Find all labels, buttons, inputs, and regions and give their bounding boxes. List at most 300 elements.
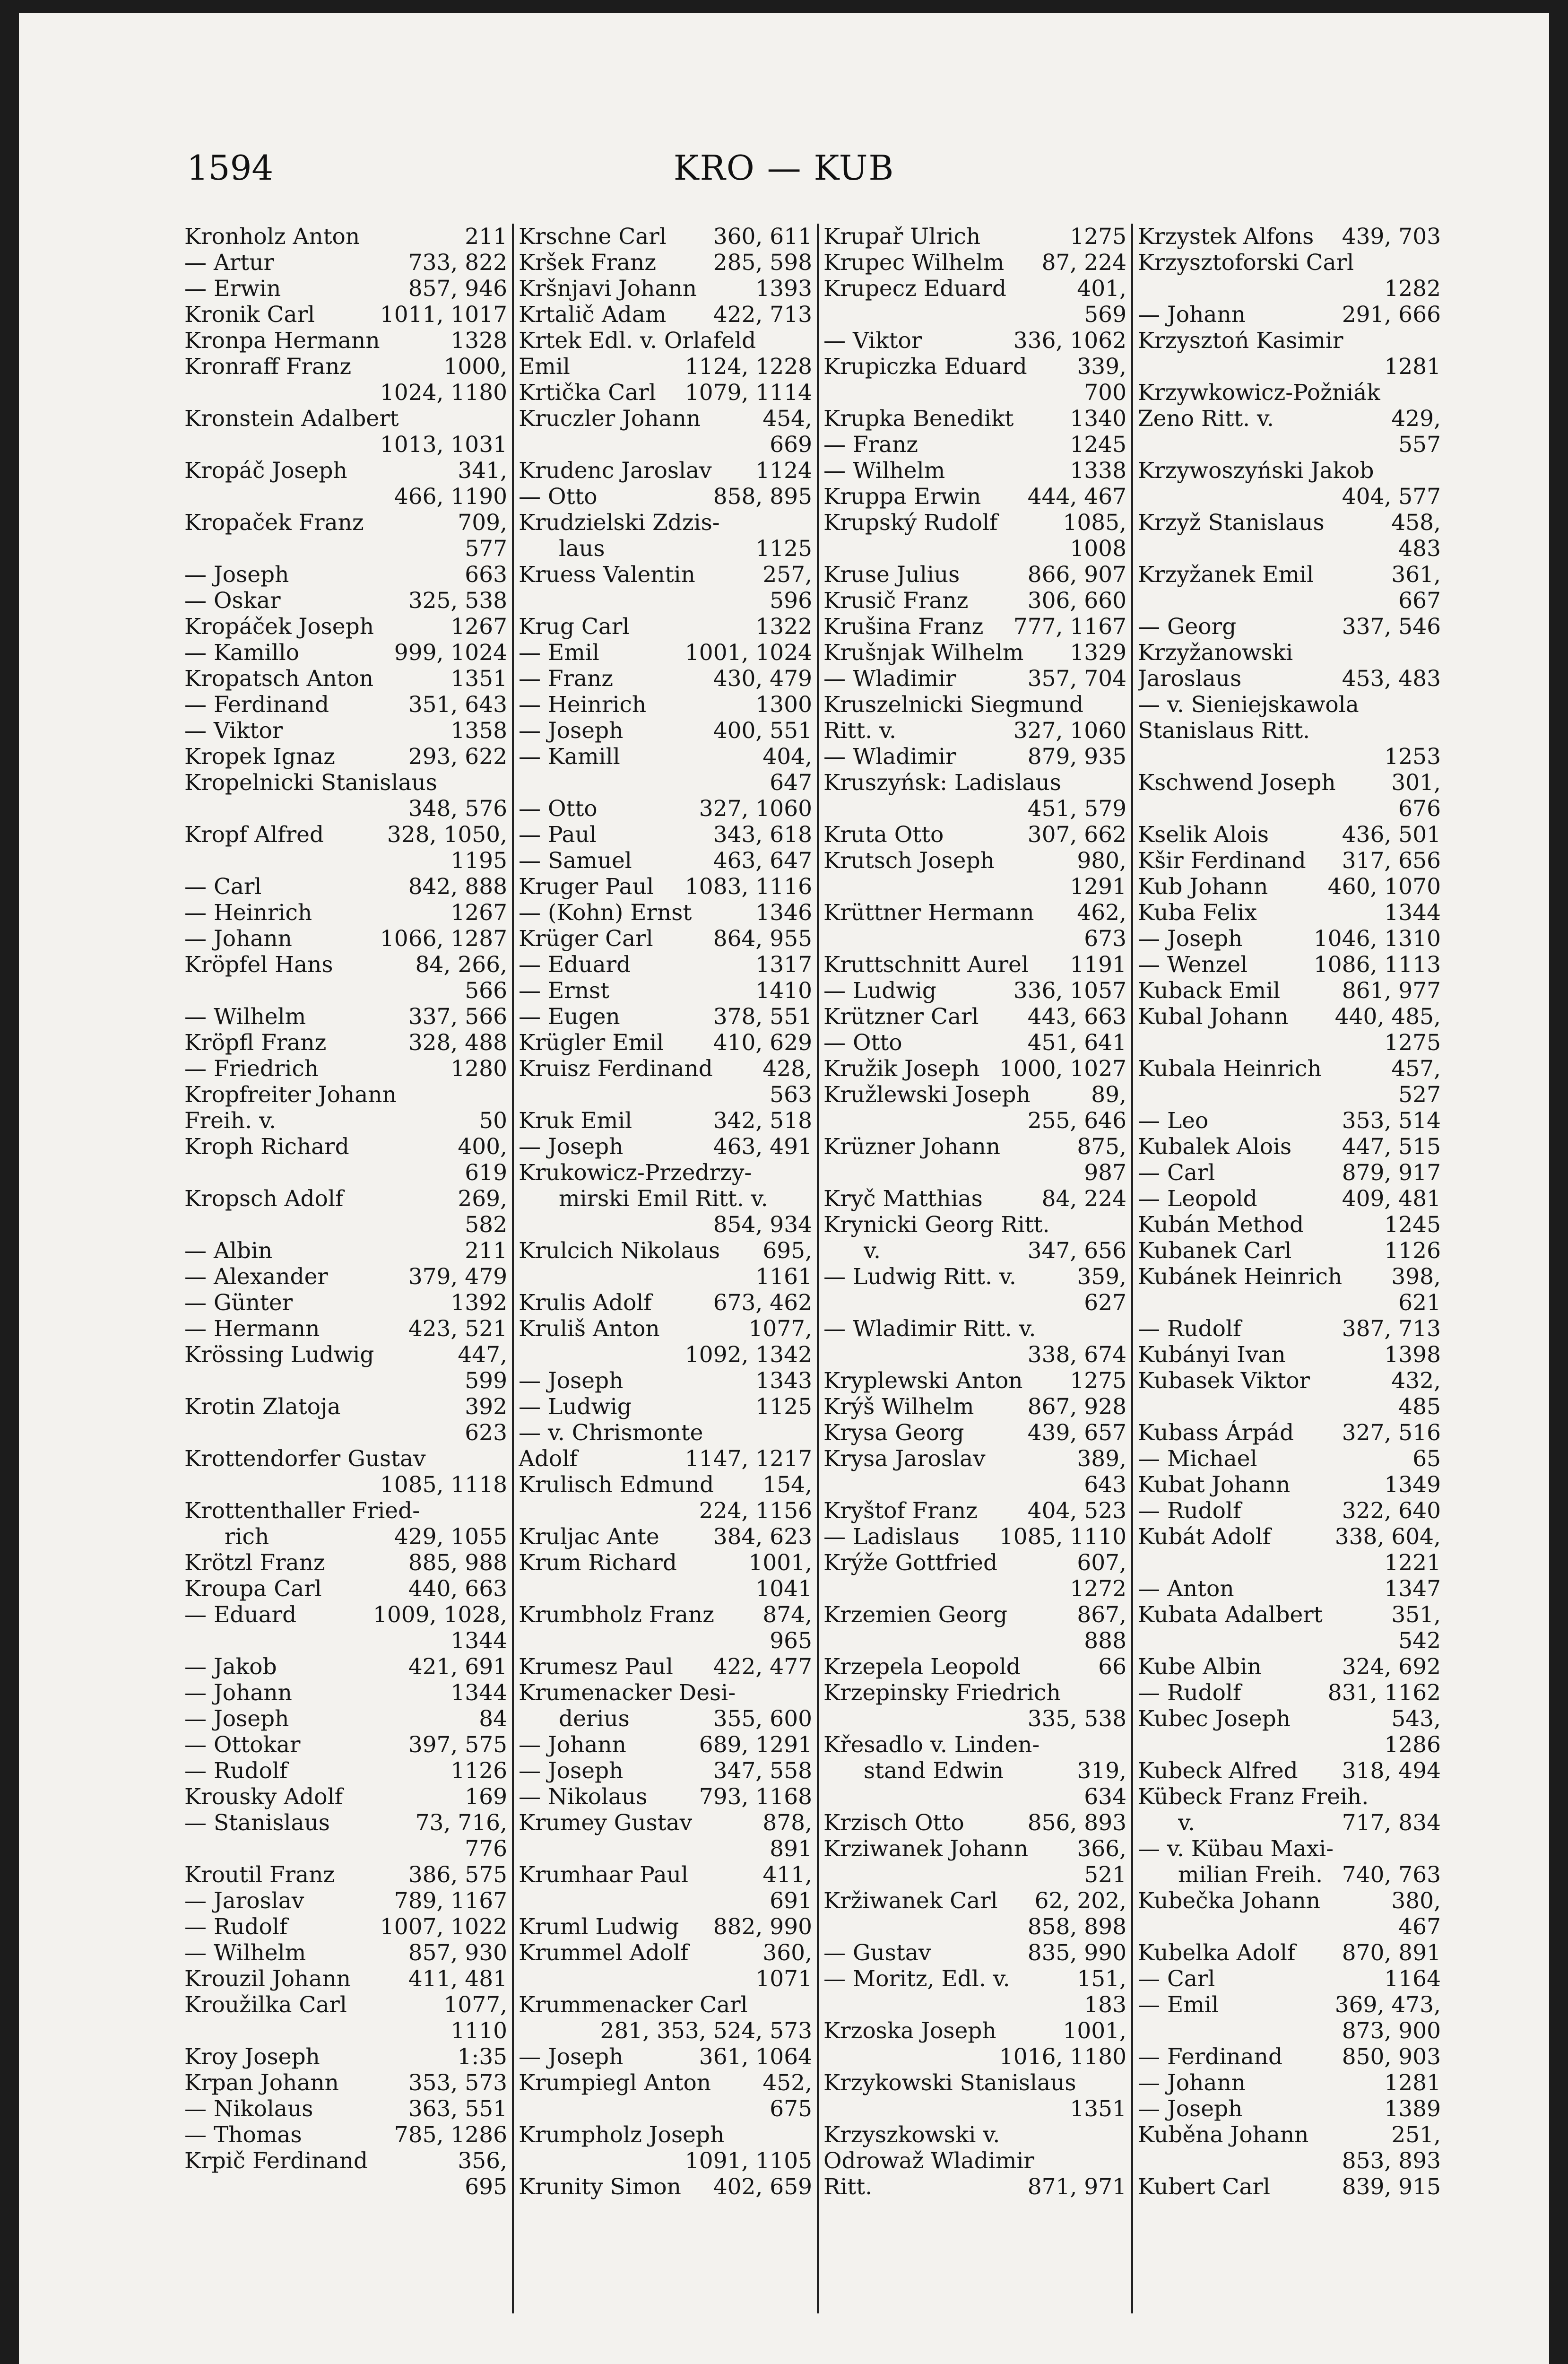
entry-name: Kropatsch Anton (184, 666, 374, 692)
index-entry (514, 1056, 817, 1082)
entry-pages: 411, 481 (408, 1966, 507, 1992)
entry-pages: 400, 551 (713, 718, 812, 744)
entry-name: — Joseph (519, 2044, 624, 2070)
index-entry (184, 302, 512, 328)
entry-pages: 1253 (1384, 744, 1441, 770)
entry-pages: 1281 (1384, 354, 1441, 380)
entry-name: Krousky Adolf (184, 1784, 343, 1810)
index-entry (184, 1134, 512, 1160)
entry-name: Kubasek Viktor (1138, 1368, 1310, 1394)
index-entry (819, 666, 1131, 692)
index-entry (184, 978, 512, 1004)
index-entry (1133, 1810, 1446, 1836)
entry-name: Adolf (519, 1446, 578, 1472)
entry-pages: 255, 646 (1027, 1108, 1126, 1134)
entry-pages: 777, 1167 (1013, 614, 1126, 640)
index-entry (514, 1914, 817, 1940)
entry-name: — Wilhelm (823, 458, 945, 484)
index-entry (819, 224, 1131, 250)
entry-pages: 599 (465, 1368, 507, 1394)
index-entry (514, 2122, 817, 2148)
entry-name: — Wladimir Ritt. v. (823, 1316, 1036, 1342)
entry-pages: 306, 660 (1027, 588, 1126, 614)
entry-name: — Johann (519, 1732, 626, 1758)
entry-pages: 1046, 1310 (1313, 926, 1441, 952)
entry-name: — Eduard (184, 1602, 297, 1628)
index-entry (514, 276, 817, 302)
index-entry (514, 1654, 817, 1680)
entry-name: Kroy Joseph (184, 2044, 320, 2070)
entry-name: — Ferdinand (1138, 2044, 1283, 2070)
index-entry (819, 432, 1131, 458)
index-entry (819, 1004, 1131, 1030)
index-entry (819, 848, 1131, 874)
entry-name: Krüzner Johann (823, 1134, 1001, 1160)
entry-name: — Michael (1138, 1446, 1257, 1472)
entry-pages: 423, 521 (408, 1316, 507, 1342)
index-entry (514, 1186, 817, 1212)
entry-pages: 858, 895 (713, 484, 812, 510)
entry-name: — Jaroslav (184, 1888, 304, 1914)
index-entry (514, 744, 817, 770)
index-entry (1133, 1290, 1446, 1316)
index-entry (819, 770, 1131, 796)
entry-pages: 84 (479, 1706, 507, 1732)
entry-name: Krottendorfer Gustav (184, 1446, 426, 1472)
entry-pages: 839, 915 (1342, 2174, 1441, 2200)
entry-pages: 789, 1167 (394, 1888, 507, 1914)
entry-pages: 1013, 1031 (380, 432, 507, 458)
index-entry (1133, 1914, 1446, 1940)
index-entry (819, 1082, 1131, 1108)
index-entry (184, 952, 512, 978)
entry-pages: 392 (465, 1394, 507, 1420)
entry-pages: 1351 (1070, 2096, 1126, 2122)
index-entry (514, 1862, 817, 1888)
entry-pages: 269, (458, 1186, 507, 1212)
entry-pages: 318, 494 (1342, 1758, 1441, 1784)
entry-pages: 1091, 1105 (684, 2148, 812, 2174)
entry-name: laus (559, 536, 605, 562)
index-entry (1133, 874, 1446, 900)
entry-name: — Johann (1138, 2070, 1246, 2096)
entry-pages: 882, 990 (713, 1914, 812, 1940)
entry-pages: 867, (1077, 1602, 1126, 1628)
index-entry (1133, 692, 1446, 718)
entry-pages: 322, 640 (1342, 1498, 1441, 1524)
index-entry (1133, 1394, 1446, 1420)
index-entry (819, 562, 1131, 588)
entry-pages: 1085, (1063, 510, 1126, 536)
entry-pages: 398, (1391, 1264, 1441, 1290)
entry-pages: 1077, (443, 1992, 507, 2018)
entry-pages: 257, (762, 562, 812, 588)
index-entry (1133, 2070, 1446, 2096)
index-entry (819, 1836, 1131, 1862)
entry-name: — Wladimir (823, 666, 956, 692)
entry-name: — Eugen (519, 1004, 620, 1030)
entry-pages: 463, 647 (713, 848, 812, 874)
index-entry (819, 978, 1131, 1004)
index-entry (184, 1004, 512, 1030)
entry-name: Krpič Ferdinand (184, 2148, 368, 2174)
entry-name: Jaroslaus (1138, 666, 1242, 692)
index-entry (819, 1550, 1131, 1576)
entry-pages: 858, 898 (1027, 1914, 1126, 1940)
index-entry (184, 484, 512, 510)
index-entry (1133, 1550, 1446, 1576)
entry-name: Krupař Ulrich (823, 224, 981, 250)
entry-pages: 1275 (1070, 224, 1126, 250)
index-entry (514, 224, 817, 250)
entry-pages: 361, 1064 (699, 2044, 812, 2070)
index-entry (1133, 2018, 1446, 2044)
entry-pages: 1126 (1384, 1238, 1441, 1264)
entry-name: — Samuel (519, 848, 632, 874)
entry-name: Krýš Wilhelm (823, 1394, 974, 1420)
index-entry (514, 1134, 817, 1160)
entry-pages: 1007, 1022 (380, 1914, 507, 1940)
index-entry (1133, 458, 1446, 484)
entry-name: Krušina Franz (823, 614, 984, 640)
index-entry (184, 1550, 512, 1576)
entry-pages: 776 (465, 1836, 507, 1862)
entry-pages: 987 (1084, 1160, 1126, 1186)
entry-pages: 66 (1098, 1654, 1126, 1680)
entry-name: Kružik Joseph (823, 1056, 980, 1082)
entry-pages: 337, 566 (408, 1004, 507, 1030)
index-entry (514, 1472, 817, 1498)
entry-pages: 669 (770, 432, 812, 458)
entry-pages: 700 (1084, 380, 1126, 406)
index-entry (184, 1446, 512, 1472)
entry-name: Kubala Heinrich (1138, 1056, 1322, 1082)
entry-name: — v. Kübau Maxi- (1138, 1836, 1334, 1862)
index-entry (1133, 1680, 1446, 1706)
entry-pages: 1164 (1384, 1966, 1441, 1992)
entry-name: Kryplewski Anton (823, 1368, 1023, 1394)
entry-pages: 84, 224 (1041, 1186, 1126, 1212)
entry-pages: 1322 (755, 614, 812, 640)
index-entry (184, 1732, 512, 1758)
entry-name: Krulisch Edmund (519, 1472, 714, 1498)
index-entry (1133, 744, 1446, 770)
entry-name: Krzywoszyński Jakob (1138, 458, 1374, 484)
index-entry (184, 1628, 512, 1654)
index-entry (1133, 1524, 1446, 1550)
entry-name: — Wladimir (823, 744, 956, 770)
index-entry (184, 1316, 512, 1342)
entry-pages: 1286 (1384, 1732, 1441, 1758)
index-entry (819, 1446, 1131, 1472)
entry-pages: 1085, 1110 (999, 1524, 1126, 1550)
entry-pages: 1191 (1070, 952, 1126, 978)
entry-name: Kuběna Johann (1138, 2122, 1309, 2148)
entry-name: Kubal Johann (1138, 1004, 1289, 1030)
entry-pages: 1085, 1118 (380, 1472, 507, 1498)
entry-name: — Carl (1138, 1160, 1215, 1186)
index-entry (514, 2044, 817, 2070)
entry-pages: 483 (1398, 536, 1441, 562)
index-entry (514, 406, 817, 432)
index-entry (819, 1420, 1131, 1446)
index-entry (514, 1706, 817, 1732)
index-entry (184, 1602, 512, 1628)
index-entry (514, 640, 817, 666)
entry-name: — Franz (823, 432, 918, 458)
entry-pages: 1092, 1342 (684, 1342, 812, 1368)
entry-pages: 338, 674 (1027, 1342, 1126, 1368)
entry-name: Kruszyńsk: Ladislaus (823, 770, 1061, 796)
index-entry (184, 250, 512, 276)
entry-pages: 856, 893 (1027, 1810, 1126, 1836)
entry-name: Krušnjak Wilhelm (823, 640, 1024, 666)
entry-name: Krzyžanowski (1138, 640, 1293, 666)
entry-name: Krtek Edl. v. Orlafeld (519, 328, 756, 354)
entry-name: Krusič Franz (823, 588, 969, 614)
entry-pages: 1161 (755, 1264, 812, 1290)
entry-name: — v. Sieniejskawola (1138, 692, 1359, 718)
entry-name: Kröpfl Franz (184, 1030, 327, 1056)
index-entry (184, 432, 512, 458)
entry-name: Krutsch Joseph (823, 848, 995, 874)
index-entry (1133, 1030, 1446, 1056)
entry-name: Kuba Felix (1138, 900, 1257, 926)
index-entry (184, 2122, 512, 2148)
entry-name: Kropaček Franz (184, 510, 364, 536)
index-entry (1133, 1992, 1446, 2018)
index-entry (819, 510, 1131, 536)
index-entry (1133, 978, 1446, 1004)
index-entry (184, 1290, 512, 1316)
index-entry (184, 2096, 512, 2122)
index-entry (819, 1264, 1131, 1290)
index-entry (514, 380, 817, 406)
entry-pages: 89, (1091, 1082, 1126, 1108)
entry-pages: 1317 (755, 952, 812, 978)
entry-pages: 317, 656 (1342, 848, 1441, 874)
entry-pages: 453, 483 (1342, 666, 1441, 692)
entry-pages: 1126 (450, 1758, 507, 1784)
index-entry (184, 510, 512, 536)
entry-pages: 169 (465, 1784, 507, 1810)
entry-name: Krzisch Otto (823, 1810, 964, 1836)
index-entry (819, 380, 1131, 406)
entry-name: — Stanislaus (184, 1810, 330, 1836)
entry-pages: 1358 (450, 718, 507, 744)
index-entry (184, 1836, 512, 1862)
entry-name: Krötzl Franz (184, 1550, 325, 1576)
entry-pages: 1389 (1384, 2096, 1441, 2122)
entry-name: Kubányi Ivan (1138, 1342, 1286, 1368)
entry-pages: 1282 (1384, 276, 1441, 302)
entry-pages: 400, (458, 1134, 507, 1160)
index-entry (1133, 328, 1446, 354)
entry-name: — Georg (1138, 614, 1237, 640)
entry-pages: 454, (762, 406, 812, 432)
index-entry (1133, 1732, 1446, 1758)
entry-name: Krulcich Nikolaus (519, 1238, 720, 1264)
entry-name: — Ferdinand (184, 692, 329, 718)
index-entry (514, 1498, 817, 1524)
index-entry (514, 1550, 817, 1576)
entry-name: Krottenthaller Fried- (184, 1498, 420, 1524)
index-entry (1133, 718, 1446, 744)
index-entry (819, 926, 1131, 952)
entry-pages: 1147, 1217 (684, 1446, 812, 1472)
index-entry (514, 1966, 817, 1992)
entry-pages: 440, 485, (1334, 1004, 1441, 1030)
index-entry (819, 1056, 1131, 1082)
index-entry (184, 666, 512, 692)
entry-name: — Artur (184, 250, 274, 276)
index-column-2 (512, 224, 817, 2313)
entry-pages: 327, 1060 (699, 796, 812, 822)
entry-name: — Ladislaus (823, 1524, 960, 1550)
entry-pages: 785, 1286 (394, 2122, 507, 2148)
entry-name: Kropek Ignaz (184, 744, 335, 770)
index-entry (1133, 276, 1446, 302)
entry-pages: 582 (465, 1212, 507, 1238)
index-entry (819, 1524, 1131, 1550)
entry-name: Krumesz Paul (519, 1654, 673, 1680)
entry-pages: 301, (1391, 770, 1441, 796)
entry-pages: 857, 930 (408, 1940, 507, 1966)
index-entry (514, 302, 817, 328)
entry-pages: 224, 1156 (699, 1498, 812, 1524)
index-entry (1133, 1862, 1446, 1888)
index-entry (1133, 224, 1446, 250)
entry-name: — Joseph (519, 1134, 624, 1160)
entry-pages: 466, 1190 (394, 484, 507, 510)
index-entry (819, 2148, 1131, 2174)
index-entry (184, 2148, 512, 2174)
entry-pages: 360, (762, 1940, 812, 1966)
entry-pages: 891 (770, 1836, 812, 1862)
index-entry (514, 2018, 817, 2044)
entry-name: Kroupa Carl (184, 1576, 322, 1602)
entry-pages: 328, 1050, (387, 822, 507, 848)
entry-pages: 569 (1084, 302, 1126, 328)
index-entry (514, 1940, 817, 1966)
entry-pages: 873, 900 (1342, 2018, 1441, 2044)
entry-pages: 1071 (755, 1966, 812, 1992)
index-entry (1133, 1160, 1446, 1186)
entry-pages: 566 (465, 978, 507, 1004)
index-entry (514, 2070, 817, 2096)
entry-pages: 443, 663 (1027, 1004, 1126, 1030)
index-entry (184, 1160, 512, 1186)
index-column-1 (184, 224, 512, 2313)
entry-pages: 563 (770, 1082, 812, 1108)
index-entry (514, 848, 817, 874)
index-entry (819, 874, 1131, 900)
entry-name: Krupecz Eduard (823, 276, 1007, 302)
index-entry (514, 328, 817, 354)
index-entry (184, 1784, 512, 1810)
entry-pages: 853, 893 (1342, 2148, 1441, 2174)
entry-pages: 351, (1391, 1602, 1441, 1628)
entry-pages: 850, 903 (1342, 2044, 1441, 2070)
entry-pages: 440, 663 (408, 1576, 507, 1602)
index-entry (1133, 1238, 1446, 1264)
entry-pages: 328, 488 (408, 1030, 507, 1056)
entry-name: Stanislaus Ritt. (1138, 718, 1310, 744)
entry-name: Krzystek Alfons (1138, 224, 1314, 250)
index-entry (1133, 380, 1446, 406)
index-entry (514, 926, 817, 952)
entry-name: Krunity Simon (519, 2174, 681, 2200)
entry-pages: 1272 (1070, 1576, 1126, 1602)
index-entry (514, 1368, 817, 1394)
index-entry (184, 1472, 512, 1498)
entry-pages: 347, 656 (1027, 1238, 1126, 1264)
entry-name: — v. Chrismonte (519, 1420, 703, 1446)
entry-name: — Gustav (823, 1940, 931, 1966)
index-entry (514, 1992, 817, 2018)
entry-name: — Jakob (184, 1654, 277, 1680)
index-entry (1133, 2044, 1446, 2070)
entry-name: Kubass Árpád (1138, 1420, 1294, 1446)
entry-pages: 451, 579 (1027, 796, 1126, 822)
entry-pages: 378, 551 (713, 1004, 812, 1030)
index-entry (514, 822, 817, 848)
entry-pages: 361, (1391, 562, 1441, 588)
entry-pages: 871, 971 (1027, 2174, 1126, 2200)
entry-pages: 307, 662 (1027, 822, 1126, 848)
entry-name: Kropsch Adolf (184, 1186, 344, 1212)
entry-name: — Joseph (519, 1368, 624, 1394)
entry-pages: 343, 618 (713, 822, 812, 848)
entry-name: Krug Carl (519, 614, 630, 640)
index-entry (819, 1966, 1131, 1992)
index-entry (1133, 796, 1446, 822)
entry-pages: 965 (770, 1628, 812, 1654)
entry-name: Kruta Otto (823, 822, 944, 848)
index-entry (1133, 1368, 1446, 1394)
index-entry (514, 1238, 817, 1264)
entry-pages: 463, 491 (713, 1134, 812, 1160)
entry-pages: 643 (1084, 1472, 1126, 1498)
entry-pages: 353, 514 (1342, 1108, 1441, 1134)
entry-name: — Nikolaus (519, 1784, 648, 1810)
index-entry (819, 1160, 1131, 1186)
entry-pages: 436, 501 (1342, 822, 1441, 848)
index-entry (1133, 1628, 1446, 1654)
entry-pages: 543, (1391, 1706, 1441, 1732)
index-entry (514, 1420, 817, 1446)
entry-name: Krzyžanek Emil (1138, 562, 1314, 588)
index-entry (514, 510, 817, 536)
entry-name: Krotin Zlatoja (184, 1394, 341, 1420)
index-entry (819, 640, 1131, 666)
index-entry (819, 1108, 1131, 1134)
index-entry (514, 536, 817, 562)
index-column-4 (1131, 224, 1446, 2313)
index-entry (184, 796, 512, 822)
entry-pages: 384, 623 (713, 1524, 812, 1550)
entry-name: — Hermann (184, 1316, 320, 1342)
entry-pages: 411, (762, 1862, 812, 1888)
index-entry (1133, 926, 1446, 952)
entry-name: Kšir Ferdinand (1138, 848, 1306, 874)
entry-pages: 1344 (450, 1628, 507, 1654)
index-entry (1133, 354, 1446, 380)
index-entry (184, 1940, 512, 1966)
entry-pages: 347, 558 (713, 1758, 812, 1784)
entry-pages: 73, 716, (415, 1810, 507, 1836)
entry-name: — Kamill (519, 744, 620, 770)
